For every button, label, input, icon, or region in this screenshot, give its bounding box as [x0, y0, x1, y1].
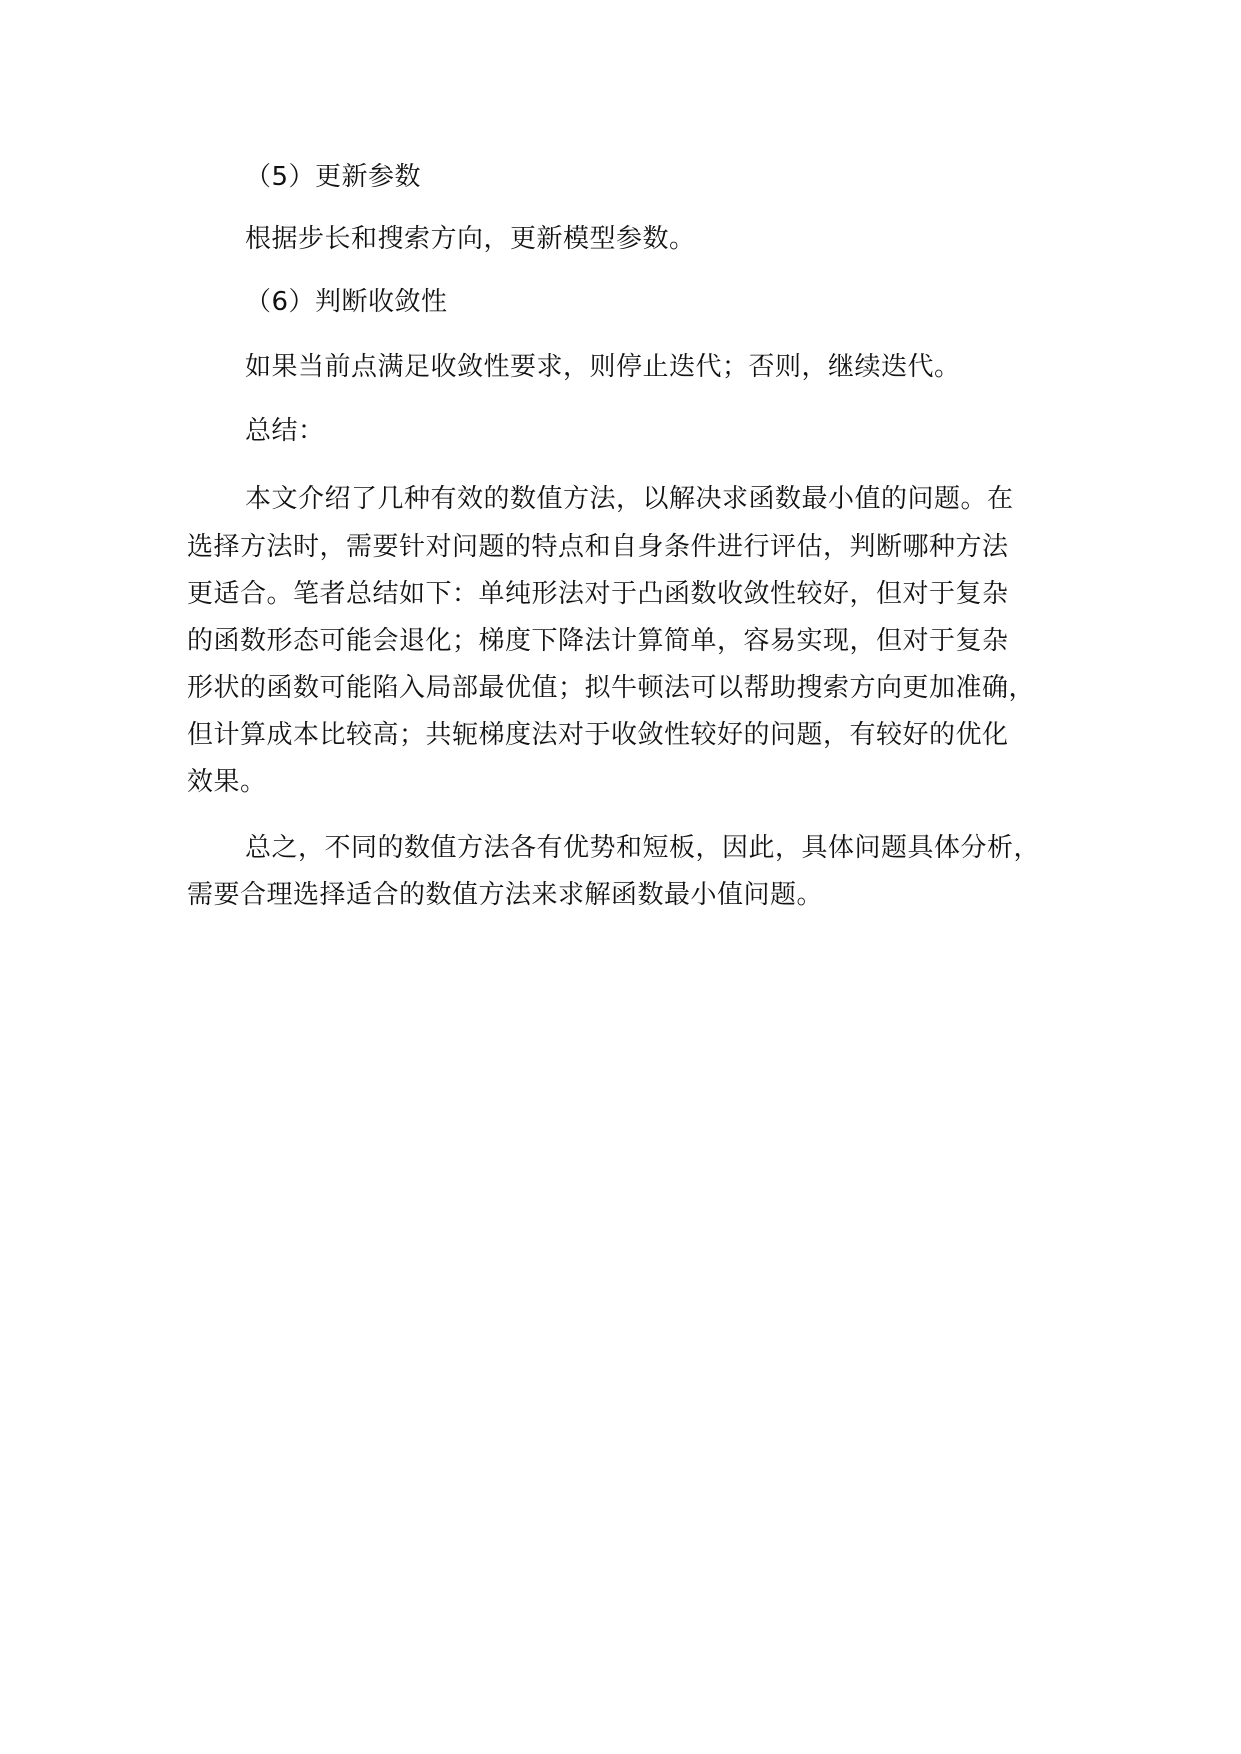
summary-line: 选择方法时，需要针对问题的特点和自身条件进行评估，判断哪种方法 — [187, 532, 1009, 562]
step5-body: 根据步长和搜索方向，更新模型参数。 — [245, 224, 696, 254]
summary-line: 但计算成本比较高；共轭梯度法对于收敛性较好的问题，有较好的优化 — [187, 720, 1009, 750]
summary-line: 本文介绍了几种有效的数值方法，以解决求函数最小值的问题。在 — [245, 484, 1014, 514]
summary-line: 更适合。笔者总结如下：单纯形法对于凸函数收敛性较好，但对于复杂 — [187, 579, 1009, 609]
step6-body: 如果当前点满足收敛性要求，则停止迭代；否则，继续迭代。 — [245, 352, 961, 382]
conclusion-line: 需要合理选择适合的数值方法来求解函数最小值问题。 — [187, 880, 824, 910]
summary-line: 的函数形态可能会退化；梯度下降法计算简单，容易实现，但对于复杂 — [187, 626, 1009, 656]
step5-heading: （5）更新参数 — [245, 162, 422, 192]
summary-line: 效果。 — [187, 767, 267, 797]
step6-heading: （6）判断收敛性 — [245, 287, 448, 317]
summary-heading: 总结： — [245, 416, 325, 446]
conclusion-line: 总之，不同的数值方法各有优势和短板，因此，具体问题具体分析， — [245, 833, 1041, 863]
summary-line: 形状的函数可能陷入局部最优值；拟牛顿法可以帮助搜索方向更加准确， — [187, 673, 1036, 703]
